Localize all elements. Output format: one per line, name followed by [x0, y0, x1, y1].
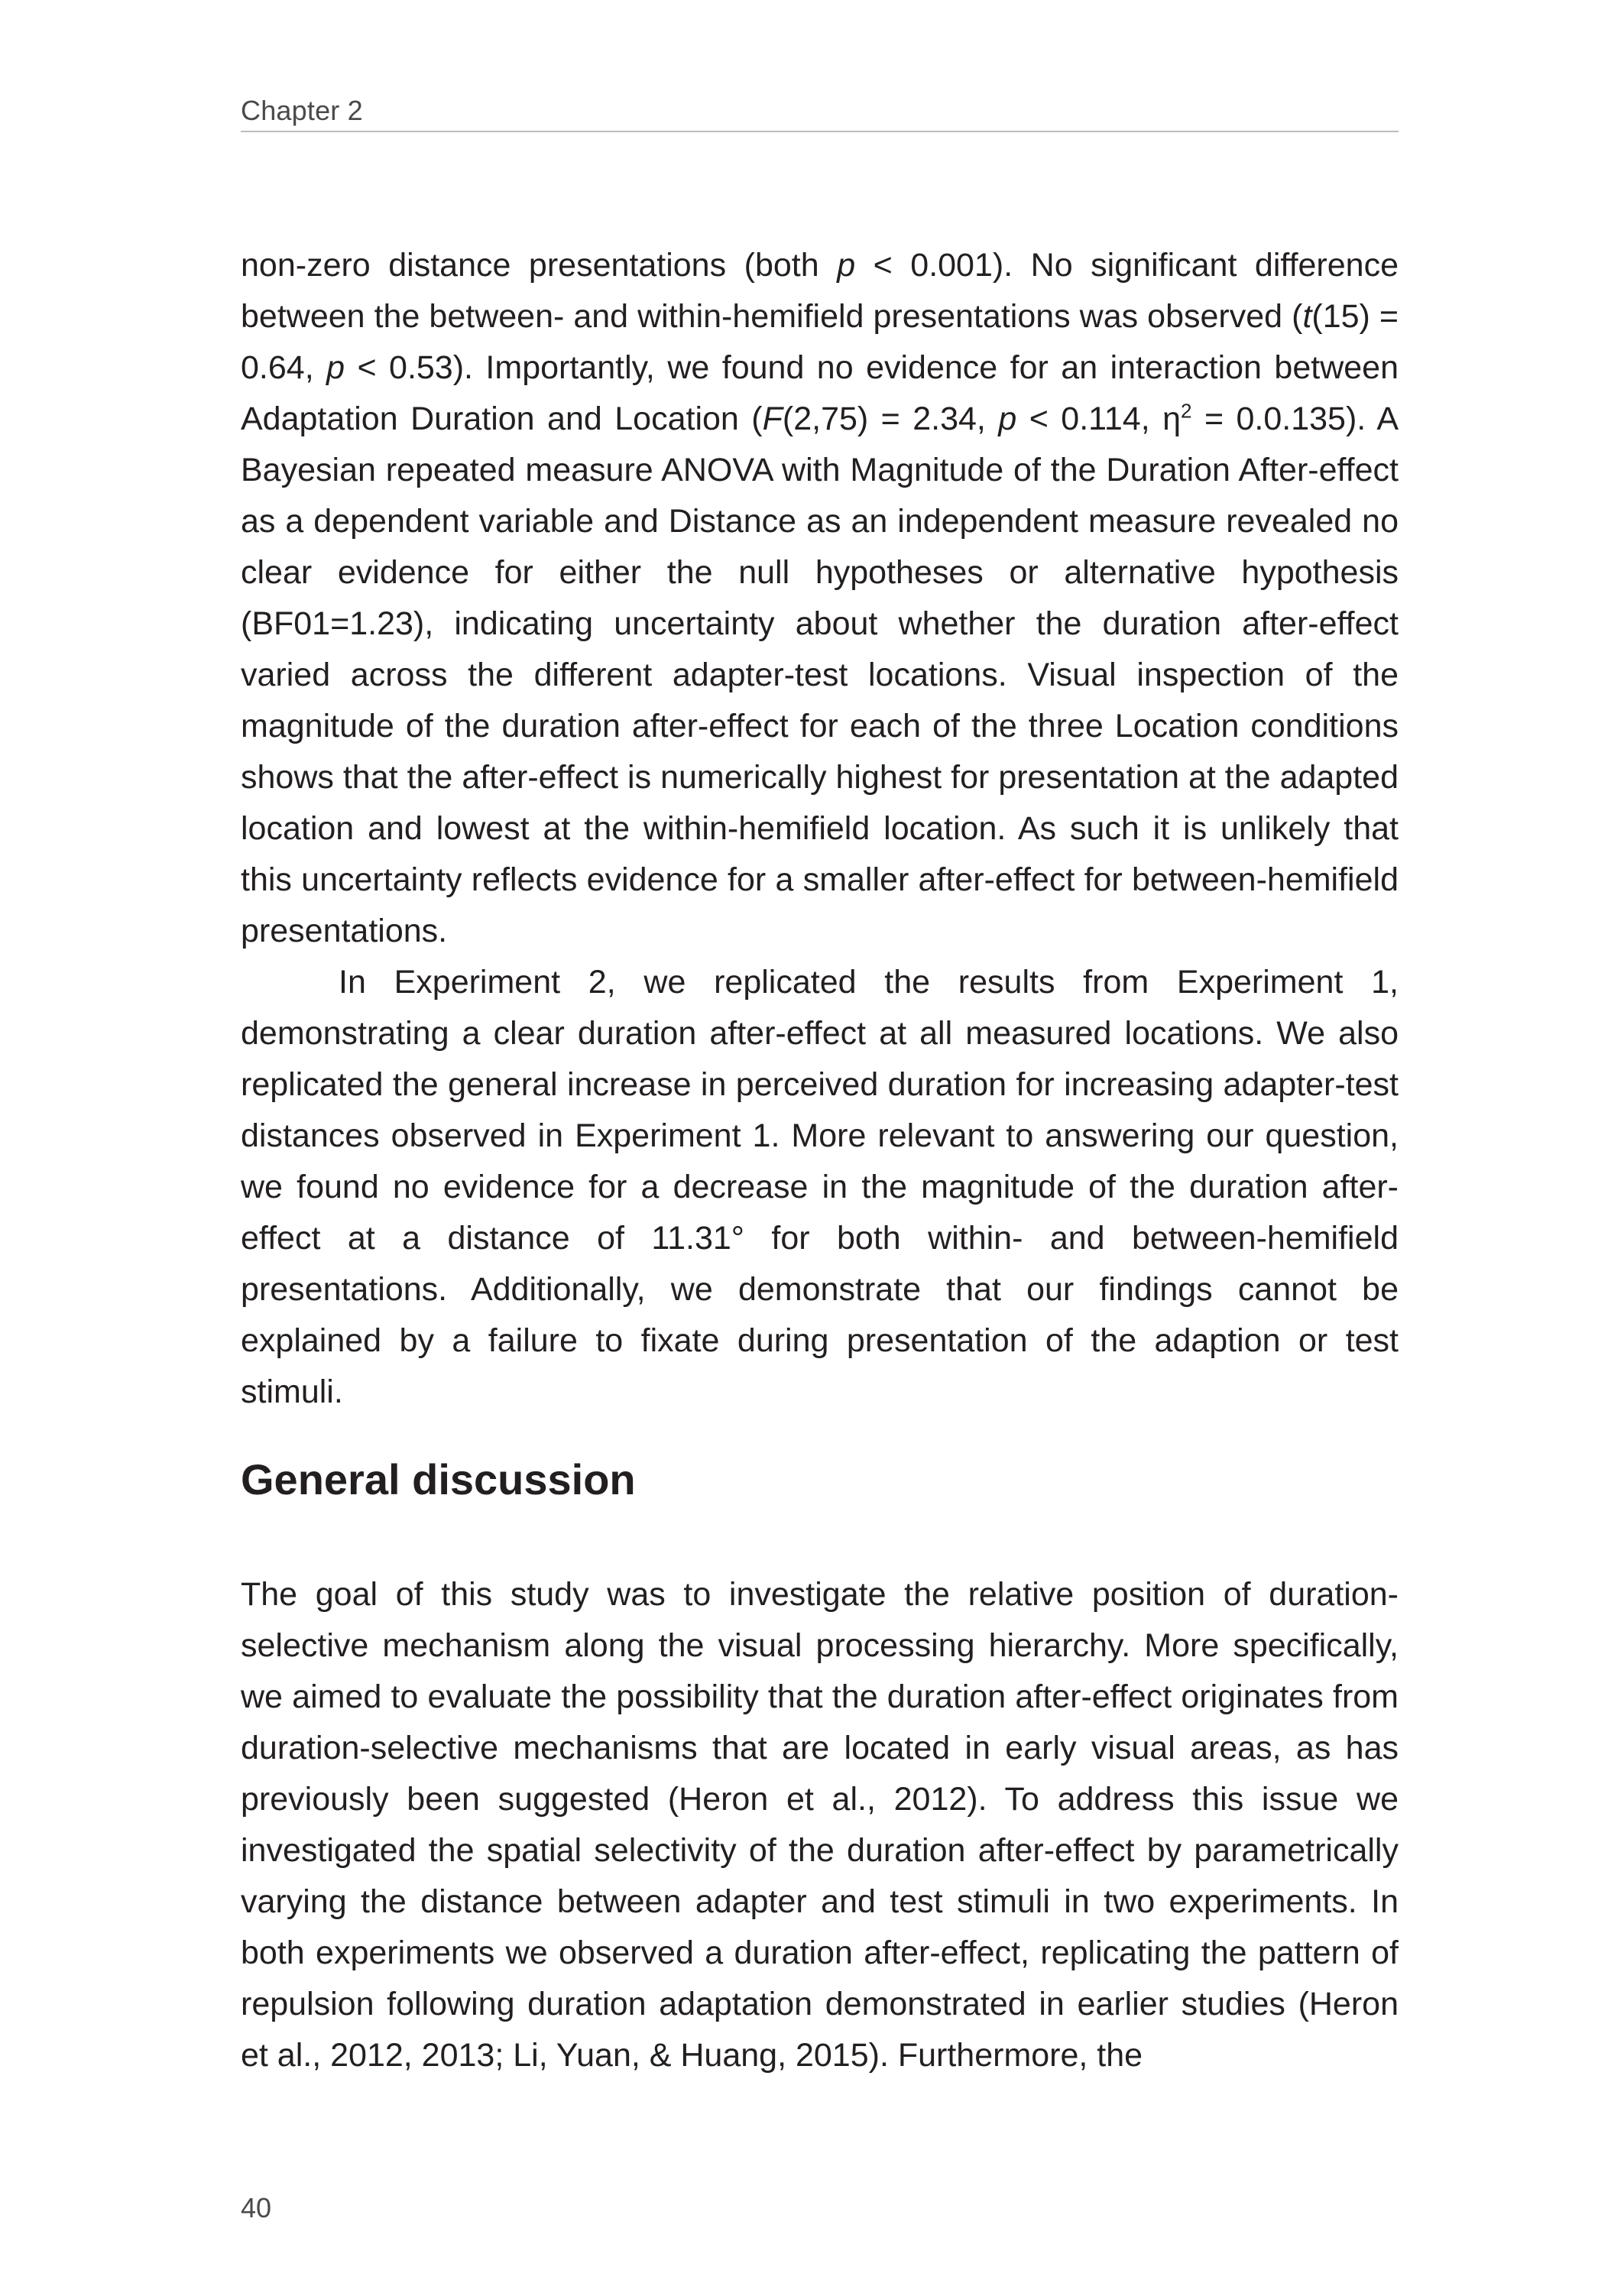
section-heading: General discussion — [241, 1455, 636, 1503]
paragraph-results-continued: non-zero distance presentations (both p < 0.001). No significant difference between the between- and within-hemifield presentations was observed (t(15) = 0.64, p < 0.53). Importantly, we found no evidence for an interaction between Adaptation Duration and Location (F(2,75) = 2.34, p < 0.114, $\eta^2 = 0.0.135$). A Bayesian repeated measure ANOVA with Magnitude of the Duration After-effect as a dependent variable and Distance as an independent measure revealed no clear evidence for either the null hypotheses or alternative hypothesis (BF01=1.23), indicating uncertainty about whether the duration after-effect varied across the different adapter-test locations. Visual inspection of the magnitude of the duration after-effect for each of the three Location conditions shows that the after-effect is numerically highest for presentation at the adapted location and lowest at the within-hemifield location. As such it is unlikely that this uncertainty reflects evidence for a smaller after-effect for between-hemifield presentations. — [241, 247, 1399, 949]
body-text-upper — [241, 240, 1399, 1418]
paragraph-experiment-2-summary: In Experiment 2, we replicated the results from Experiment 1, demonstrating a clear duration after-effect at all measured locations. We also replicated the general increase in perceived duration for increasing adapter-test distances observed in Experiment 1. More relevant to answering our question, we found no evidence for a decrease in the magnitude of the duration after-effect at a distance of 11.31° for both within- and between-hemifield presentations. Additionally, we demonstrate that our findings cannot be explained by a failure to fixate during presentation of the adaption or test stimuli. — [241, 964, 1399, 1410]
body-text-lower — [241, 1569, 1399, 2081]
running-head: Chapter 2 — [241, 95, 363, 126]
paragraph-general-discussion: The goal of this study was to investigate the relative position of duration-selective mechanism along the visual processing hierarchy. More specifically, we aimed to evaluate the possibility that the duration after-effect originates from duration-selective mechanisms that are located in early visual areas, as has previously been suggested (Heron et al., 2012). To address this issue we investigated the spatial selectivity of the duration after-effect by parametrically varying the distance between adapter and test stimuli in two experiments. In both experiments we observed a duration after-effect, replicating the pattern of repulsion following duration adaptation demonstrated in earlier studies (Heron et al., 2012, 2013; Li, Yuan, & Huang, 2015). Furthermore, the — [241, 1576, 1399, 2074]
header-rule — [241, 131, 1399, 132]
page-number: 40 — [241, 2192, 272, 2223]
